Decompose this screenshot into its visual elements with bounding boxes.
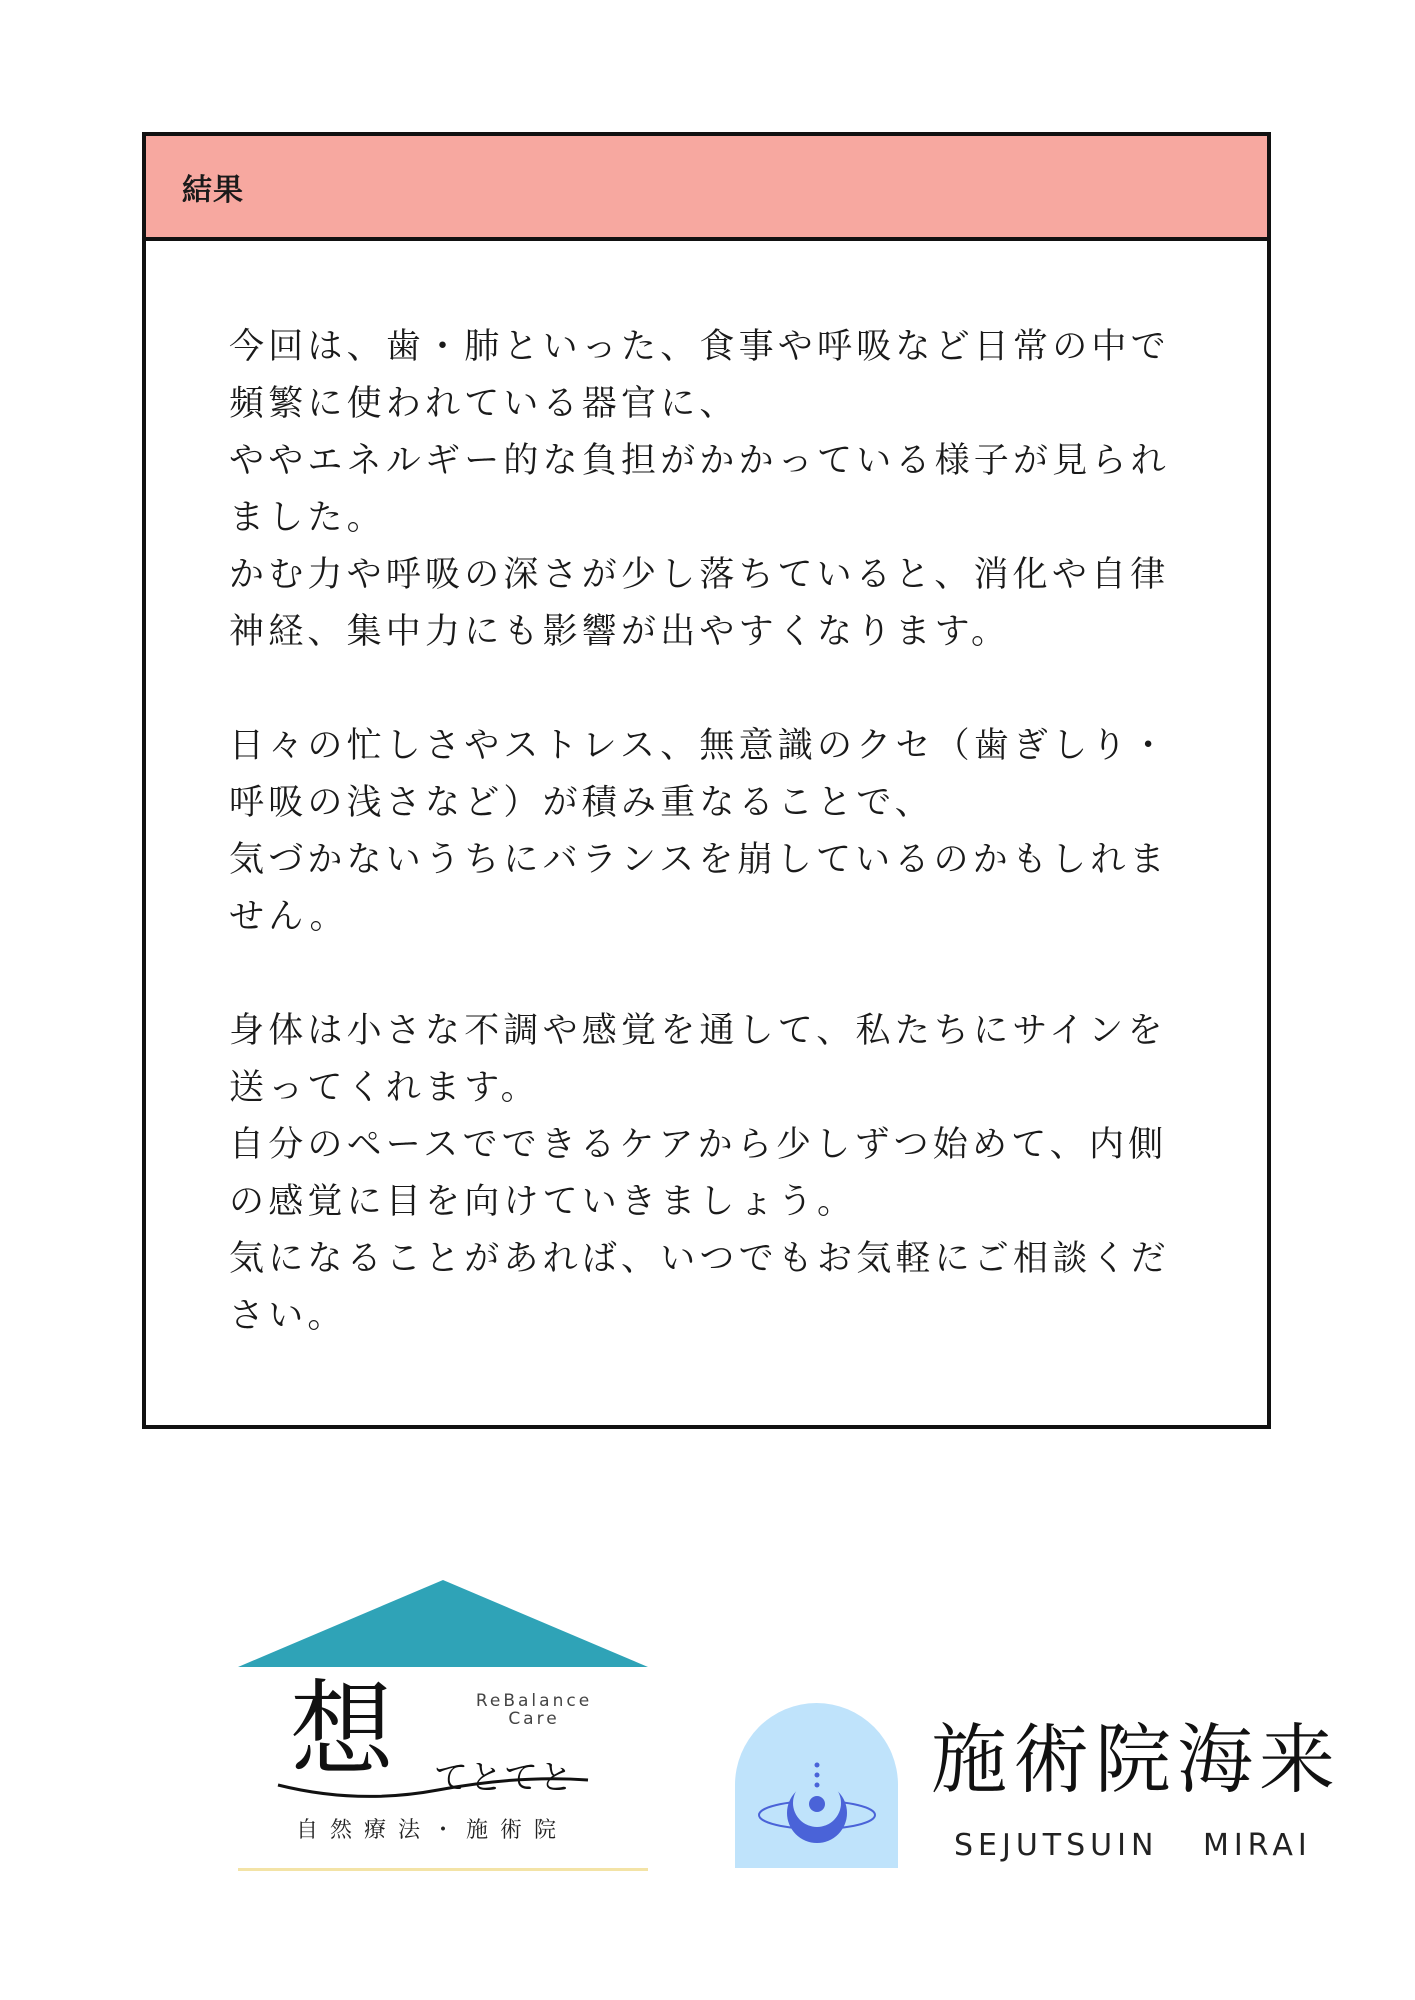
result-title: 結果 bbox=[182, 172, 244, 208]
logo-underline bbox=[238, 1868, 648, 1871]
logo-subtitle: 自然療法・施術院 bbox=[296, 1818, 569, 1843]
logo-kanji: 想 bbox=[290, 1669, 395, 1791]
result-paragraph-2: 日々の忙しさやストレス、無意識のクセ（歯ぎしり・ 呼吸の浅さなど）が積み重なることで、 気づかないうちにバランスを崩しているのかもしれま せん。 bbox=[229, 726, 1170, 937]
logo-tagline-line1: ReBalance bbox=[475, 1691, 593, 1711]
result-card-header bbox=[146, 136, 1267, 241]
result-paragraph-1: 今回は、歯・肺といった、食事や呼吸など日常の中で 頻繁に使われている器官に、 ややエネルギー的な負担がかかっている様子が見られ ました。 かむ力や呼吸の深さが少し落ちていると、消化や自律 神経、集中力にも影響が出やすくなります。 bbox=[229, 327, 1170, 652]
logo-brand-name: てとてと bbox=[434, 1758, 574, 1798]
house-roof-icon bbox=[238, 1580, 648, 1680]
result-card-body bbox=[146, 241, 1267, 1345]
clinic-name: 施術院海来 bbox=[931, 1715, 1341, 1804]
moon-emblem-icon bbox=[735, 1703, 898, 1868]
tetote-logo bbox=[238, 1580, 648, 1880]
logo-tagline-line2: Care bbox=[508, 1709, 560, 1729]
result-paragraph-3: 身体は小さな不調や感覚を通して、私たちにサインを 送ってくれます。 自分のペースでできるケアから少しずつ始めて、内側 の感覚に目を向けていきましょう。 気になることがあれば、いつでもお気軽にご相談くだ さい。 bbox=[229, 1011, 1170, 1336]
clinic-romaji: SEJUTSUIN MIRAI bbox=[954, 1828, 1312, 1863]
logo-tagline bbox=[474, 1692, 594, 1728]
result-card bbox=[142, 132, 1271, 1429]
